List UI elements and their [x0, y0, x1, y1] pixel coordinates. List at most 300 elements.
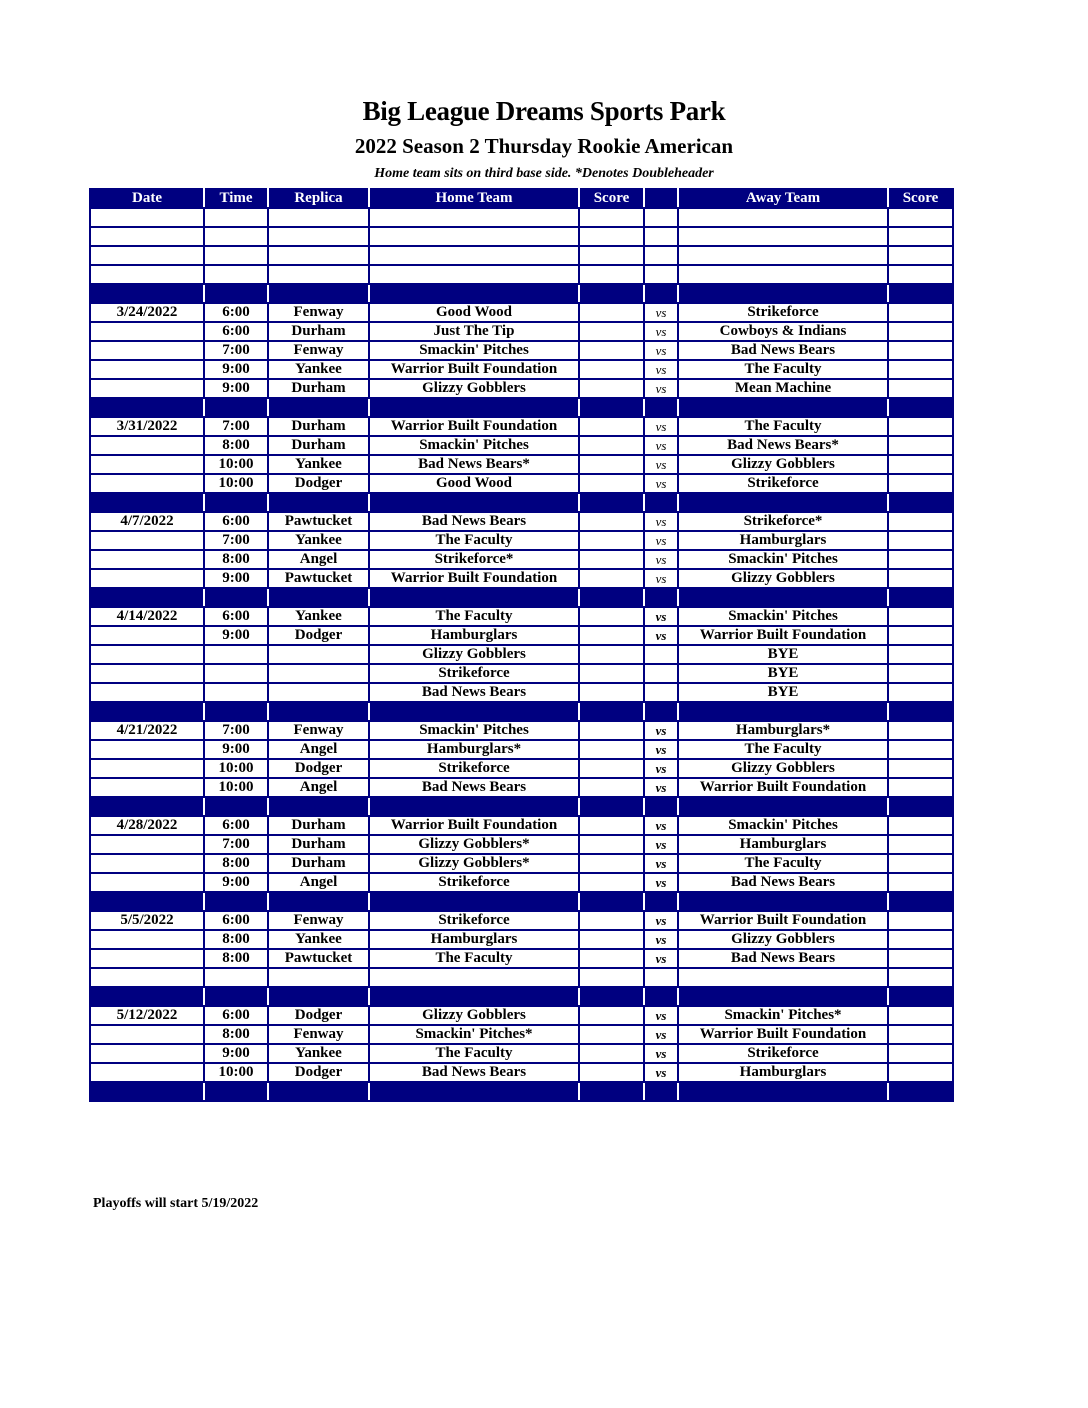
away-team-cell [678, 797, 888, 816]
home-score-cell [579, 987, 644, 1006]
time-cell: 6:00 [204, 1006, 268, 1025]
away-score-cell [888, 702, 953, 721]
date-cell [90, 379, 204, 398]
vs-cell: vs [644, 531, 678, 550]
replica-cell: Angel [268, 740, 369, 759]
away-team-cell: Smackin' Pitches [678, 550, 888, 569]
replica-cell [268, 227, 369, 246]
away-score-cell [888, 246, 953, 265]
replica-cell [268, 892, 369, 911]
away-score-cell [888, 284, 953, 303]
home-score-cell [579, 930, 644, 949]
time-cell: 6:00 [204, 322, 268, 341]
replica-cell: Yankee [268, 1044, 369, 1063]
time-cell: 7:00 [204, 341, 268, 360]
home-team-cell: Bad News Bears [369, 778, 579, 797]
vs-cell: vs [644, 341, 678, 360]
replica-cell [268, 683, 369, 702]
time-cell: 9:00 [204, 569, 268, 588]
time-cell [204, 987, 268, 1006]
replica-cell: Fenway [268, 303, 369, 322]
away-team-cell [678, 702, 888, 721]
time-cell: 6:00 [204, 512, 268, 531]
date-cell [90, 1082, 204, 1101]
away-team-cell: Mean Machine [678, 379, 888, 398]
home-team-cell: Glizzy Gobblers [369, 645, 579, 664]
away-team-cell: Strikeforce [678, 303, 888, 322]
home-team-cell [369, 797, 579, 816]
home-score-cell [579, 759, 644, 778]
game-row [90, 322, 953, 341]
blank-row [90, 227, 953, 246]
col-header-away-team: Away Team [678, 189, 888, 208]
replica-cell: Fenway [268, 721, 369, 740]
away-score-cell [888, 1006, 953, 1025]
replica-cell: Angel [268, 550, 369, 569]
blank-row [90, 265, 953, 284]
replica-cell [268, 968, 369, 987]
replica-cell [268, 645, 369, 664]
home-team-cell [369, 265, 579, 284]
col-header-time: Time [204, 189, 268, 208]
vs-cell: vs [644, 474, 678, 493]
away-team-cell: Warrior Built Foundation [678, 911, 888, 930]
away-score-cell [888, 360, 953, 379]
home-score-cell [579, 721, 644, 740]
date-cell [90, 873, 204, 892]
home-team-cell: Glizzy Gobblers [369, 379, 579, 398]
home-team-cell [369, 702, 579, 721]
col-header-replica: Replica [268, 189, 369, 208]
date-cell [90, 1044, 204, 1063]
away-team-cell: Bad News Bears* [678, 436, 888, 455]
vs-cell: vs [644, 949, 678, 968]
vs-cell [644, 208, 678, 227]
time-cell: 6:00 [204, 816, 268, 835]
away-score-cell [888, 892, 953, 911]
replica-cell: Pawtucket [268, 512, 369, 531]
vs-cell: vs [644, 1063, 678, 1082]
date-cell [90, 341, 204, 360]
time-cell [204, 227, 268, 246]
date-cell: 3/24/2022 [90, 303, 204, 322]
date-cell [90, 398, 204, 417]
date-cell [90, 265, 204, 284]
game-row [90, 854, 953, 873]
time-cell [204, 702, 268, 721]
game-row [90, 512, 953, 531]
home-score-cell [579, 588, 644, 607]
away-team-cell: Hamburglars [678, 835, 888, 854]
week-separator-row [90, 1082, 953, 1101]
game-row [90, 911, 953, 930]
time-cell: 7:00 [204, 417, 268, 436]
time-cell: 8:00 [204, 949, 268, 968]
date-cell: 4/21/2022 [90, 721, 204, 740]
vs-cell [644, 246, 678, 265]
away-score-cell [888, 436, 953, 455]
home-score-cell [579, 854, 644, 873]
col-header-vs [644, 189, 678, 208]
away-score-cell [888, 1025, 953, 1044]
col-header-date: Date [90, 189, 204, 208]
away-team-cell: Hamburglars [678, 1063, 888, 1082]
home-score-cell [579, 398, 644, 417]
vs-cell: vs [644, 740, 678, 759]
replica-cell: Yankee [268, 360, 369, 379]
vs-cell: vs [644, 1025, 678, 1044]
away-team-cell: Strikeforce [678, 1044, 888, 1063]
game-row [90, 816, 953, 835]
home-score-cell [579, 474, 644, 493]
away-score-cell [888, 1082, 953, 1101]
away-score-cell [888, 379, 953, 398]
replica-cell [268, 1082, 369, 1101]
date-cell [90, 436, 204, 455]
vs-cell [644, 227, 678, 246]
away-score-cell [888, 341, 953, 360]
away-score-cell [888, 531, 953, 550]
replica-cell [268, 702, 369, 721]
page-note: Home team sits on third base side. *Denotes Doubleheader [374, 166, 714, 181]
date-cell [90, 626, 204, 645]
replica-cell: Dodger [268, 759, 369, 778]
replica-cell [268, 987, 369, 1006]
away-team-cell: BYE [678, 664, 888, 683]
date-cell [90, 493, 204, 512]
away-score-cell [888, 854, 953, 873]
time-cell: 10:00 [204, 474, 268, 493]
replica-cell: Fenway [268, 1025, 369, 1044]
game-row [90, 664, 953, 683]
replica-cell: Pawtucket [268, 949, 369, 968]
replica-cell [268, 588, 369, 607]
home-team-cell [369, 227, 579, 246]
home-score-cell [579, 379, 644, 398]
away-score-cell [888, 607, 953, 626]
away-team-cell: The Faculty [678, 360, 888, 379]
vs-cell: vs [644, 360, 678, 379]
schedule-table [89, 188, 954, 1102]
home-score-cell [579, 968, 644, 987]
game-row [90, 569, 953, 588]
home-score-cell [579, 683, 644, 702]
vs-cell [644, 664, 678, 683]
game-row [90, 873, 953, 892]
away-score-cell [888, 303, 953, 322]
home-team-cell: Warrior Built Foundation [369, 816, 579, 835]
away-team-cell [678, 968, 888, 987]
home-score-cell [579, 664, 644, 683]
home-team-cell: Warrior Built Foundation [369, 360, 579, 379]
date-cell [90, 474, 204, 493]
home-team-cell: Bad News Bears* [369, 455, 579, 474]
home-score-cell [579, 322, 644, 341]
home-team-cell: Glizzy Gobblers [369, 1006, 579, 1025]
date-cell [90, 835, 204, 854]
time-cell [204, 493, 268, 512]
home-team-cell: The Faculty [369, 1044, 579, 1063]
home-team-cell: Strikeforce [369, 759, 579, 778]
replica-cell [268, 493, 369, 512]
replica-cell: Dodger [268, 1063, 369, 1082]
col-header-away-score: Score [888, 189, 953, 208]
replica-cell [268, 398, 369, 417]
vs-cell: vs [644, 911, 678, 930]
time-cell: 8:00 [204, 854, 268, 873]
vs-cell [644, 265, 678, 284]
away-score-cell [888, 588, 953, 607]
time-cell [204, 645, 268, 664]
replica-cell: Dodger [268, 474, 369, 493]
date-cell [90, 892, 204, 911]
home-team-cell [369, 246, 579, 265]
game-row [90, 835, 953, 854]
home-score-cell [579, 740, 644, 759]
home-score-cell [579, 645, 644, 664]
time-cell: 9:00 [204, 379, 268, 398]
date-cell [90, 208, 204, 227]
date-cell: 4/7/2022 [90, 512, 204, 531]
replica-cell: Durham [268, 854, 369, 873]
home-score-cell [579, 208, 644, 227]
date-cell [90, 588, 204, 607]
time-cell: 10:00 [204, 759, 268, 778]
home-team-cell: Smackin' Pitches [369, 436, 579, 455]
home-score-cell [579, 873, 644, 892]
replica-cell: Angel [268, 778, 369, 797]
date-cell: 4/28/2022 [90, 816, 204, 835]
vs-cell: vs [644, 1044, 678, 1063]
time-cell: 9:00 [204, 873, 268, 892]
date-cell [90, 322, 204, 341]
home-score-cell [579, 246, 644, 265]
away-team-cell: Glizzy Gobblers [678, 455, 888, 474]
time-cell: 7:00 [204, 721, 268, 740]
home-team-cell [369, 588, 579, 607]
time-cell: 9:00 [204, 626, 268, 645]
game-row [90, 626, 953, 645]
home-score-cell [579, 341, 644, 360]
replica-cell: Yankee [268, 531, 369, 550]
week-separator-row [90, 398, 953, 417]
vs-cell [644, 702, 678, 721]
vs-cell [644, 987, 678, 1006]
vs-cell: vs [644, 322, 678, 341]
week-separator-row [90, 588, 953, 607]
away-team-cell [678, 892, 888, 911]
game-row [90, 740, 953, 759]
game-row [90, 455, 953, 474]
date-cell [90, 683, 204, 702]
home-score-cell [579, 1063, 644, 1082]
time-cell: 10:00 [204, 778, 268, 797]
date-cell [90, 664, 204, 683]
home-team-cell: Warrior Built Foundation [369, 417, 579, 436]
time-cell [204, 265, 268, 284]
replica-cell: Durham [268, 835, 369, 854]
page-subtitle: 2022 Season 2 Thursday Rookie American [354, 134, 734, 158]
game-row [90, 341, 953, 360]
home-score-cell [579, 778, 644, 797]
date-cell [90, 797, 204, 816]
game-row [90, 550, 953, 569]
away-score-cell [888, 227, 953, 246]
home-team-cell [369, 284, 579, 303]
away-team-cell: Bad News Bears [678, 341, 888, 360]
away-score-cell [888, 987, 953, 1006]
home-team-cell [369, 398, 579, 417]
blank-row [90, 246, 953, 265]
away-team-cell [678, 227, 888, 246]
home-score-cell [579, 797, 644, 816]
away-team-cell [678, 987, 888, 1006]
game-row [90, 360, 953, 379]
week-separator-row [90, 284, 953, 303]
home-team-cell [369, 208, 579, 227]
time-cell [204, 892, 268, 911]
time-cell [204, 683, 268, 702]
home-team-cell [369, 1082, 579, 1101]
vs-cell: vs [644, 816, 678, 835]
blank-row [90, 968, 953, 987]
replica-cell [268, 284, 369, 303]
away-team-cell: Hamburglars* [678, 721, 888, 740]
replica-cell: Durham [268, 379, 369, 398]
date-cell [90, 550, 204, 569]
time-cell [204, 968, 268, 987]
date-cell [90, 987, 204, 1006]
away-team-cell: The Faculty [678, 740, 888, 759]
away-score-cell [888, 417, 953, 436]
vs-cell [644, 1082, 678, 1101]
vs-cell: vs [644, 854, 678, 873]
week-separator-row [90, 892, 953, 911]
vs-cell: vs [644, 759, 678, 778]
away-score-cell [888, 664, 953, 683]
date-cell [90, 1025, 204, 1044]
home-score-cell [579, 1044, 644, 1063]
away-score-cell [888, 265, 953, 284]
date-cell [90, 702, 204, 721]
home-score-cell [579, 911, 644, 930]
replica-cell: Yankee [268, 607, 369, 626]
game-row [90, 531, 953, 550]
home-team-cell: Smackin' Pitches [369, 721, 579, 740]
game-row [90, 949, 953, 968]
time-cell [204, 208, 268, 227]
away-score-cell [888, 778, 953, 797]
away-score-cell [888, 816, 953, 835]
away-team-cell: Hamburglars [678, 531, 888, 550]
replica-cell [268, 208, 369, 227]
vs-cell [644, 968, 678, 987]
away-score-cell [888, 873, 953, 892]
game-row [90, 436, 953, 455]
home-score-cell [579, 1082, 644, 1101]
home-team-cell: Strikeforce [369, 664, 579, 683]
away-team-cell [678, 588, 888, 607]
home-team-cell: Hamburglars [369, 930, 579, 949]
vs-cell: vs [644, 436, 678, 455]
time-cell: 7:00 [204, 835, 268, 854]
home-score-cell [579, 702, 644, 721]
away-score-cell [888, 550, 953, 569]
away-score-cell [888, 930, 953, 949]
game-row [90, 1063, 953, 1082]
time-cell: 6:00 [204, 303, 268, 322]
vs-cell: vs [644, 607, 678, 626]
col-header-home-score: Score [579, 189, 644, 208]
week-separator-row [90, 493, 953, 512]
away-team-cell: The Faculty [678, 854, 888, 873]
home-team-cell: Strikeforce [369, 911, 579, 930]
vs-cell: vs [644, 512, 678, 531]
replica-cell: Durham [268, 322, 369, 341]
vs-cell: vs [644, 303, 678, 322]
replica-cell: Durham [268, 816, 369, 835]
away-team-cell: Smackin' Pitches [678, 816, 888, 835]
time-cell: 9:00 [204, 1044, 268, 1063]
home-score-cell [579, 626, 644, 645]
date-cell [90, 930, 204, 949]
away-team-cell: Cowboys & Indians [678, 322, 888, 341]
time-cell [204, 797, 268, 816]
vs-cell [644, 284, 678, 303]
vs-cell: vs [644, 835, 678, 854]
header-row [90, 189, 953, 208]
replica-cell [268, 664, 369, 683]
home-team-cell: Just The Tip [369, 322, 579, 341]
week-separator-row [90, 702, 953, 721]
date-cell [90, 360, 204, 379]
vs-cell: vs [644, 778, 678, 797]
game-row [90, 417, 953, 436]
vs-cell [644, 797, 678, 816]
date-cell [90, 778, 204, 797]
game-row [90, 303, 953, 322]
home-team-cell: The Faculty [369, 607, 579, 626]
time-cell [204, 398, 268, 417]
away-score-cell [888, 455, 953, 474]
vs-cell [644, 892, 678, 911]
replica-cell: Yankee [268, 930, 369, 949]
home-score-cell [579, 531, 644, 550]
date-cell [90, 949, 204, 968]
date-cell: 5/5/2022 [90, 911, 204, 930]
home-team-cell: Glizzy Gobblers* [369, 854, 579, 873]
away-team-cell: Glizzy Gobblers [678, 759, 888, 778]
away-team-cell: Warrior Built Foundation [678, 1025, 888, 1044]
time-cell [204, 588, 268, 607]
replica-cell: Durham [268, 436, 369, 455]
date-cell [90, 227, 204, 246]
replica-cell [268, 797, 369, 816]
vs-cell: vs [644, 455, 678, 474]
game-row [90, 379, 953, 398]
away-team-cell [678, 246, 888, 265]
replica-cell: Angel [268, 873, 369, 892]
away-team-cell [678, 1082, 888, 1101]
away-score-cell [888, 1044, 953, 1063]
home-team-cell: The Faculty [369, 949, 579, 968]
away-score-cell [888, 645, 953, 664]
away-team-cell: Smackin' Pitches* [678, 1006, 888, 1025]
away-score-cell [888, 911, 953, 930]
away-team-cell [678, 265, 888, 284]
away-team-cell: BYE [678, 683, 888, 702]
week-separator-row [90, 797, 953, 816]
